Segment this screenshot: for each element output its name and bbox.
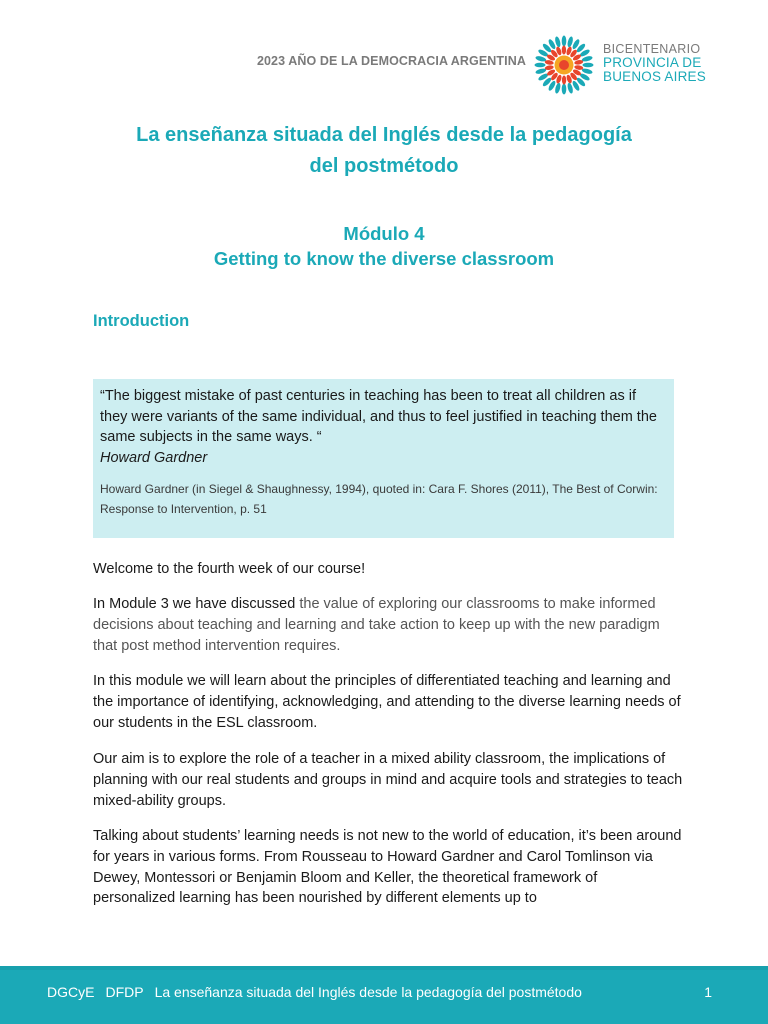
quote-box xyxy=(93,379,674,538)
logo-buenos-aires: BUENOS AIRES xyxy=(603,69,706,84)
page-header xyxy=(0,34,768,96)
sun-petal-inner xyxy=(562,45,566,54)
title-line-1: La enseñanza situada del Inglés desde la pedagogía xyxy=(136,124,632,146)
paragraph-aim: Our aim is to explore the role of a teacher in a mixed ability classroom, the implications of planning with our real students and groups in mind and acquire tools and strategies to teach mixed-ability groups. xyxy=(93,751,683,809)
year-banner: 2023 AÑO DE LA DEMOCRACIA ARGENTINA xyxy=(256,54,526,68)
module-number: Módulo 4 xyxy=(343,223,425,244)
sun-emblem-icon xyxy=(533,34,595,96)
page-footer xyxy=(0,966,768,1024)
title-line-2: del postmétodo xyxy=(309,155,459,177)
paragraph-this-module: In this module we will learn about the principles of differentiated teaching and learning and the importance of identifying, acknowledging, and attending to the diverse learning needs of our students in the ESL classroom. xyxy=(93,673,681,731)
footer-course-info xyxy=(47,984,582,1000)
sun-petal-outer xyxy=(583,63,594,68)
logo-bicentenario: BICENTENARIO xyxy=(603,42,701,56)
page-title xyxy=(84,120,684,182)
footer-course-title: La enseñanza situada del Inglés desde la pedagogía del postmétodo xyxy=(154,984,582,1000)
paragraph-module-3 xyxy=(93,594,683,656)
sun-petal-outer xyxy=(554,36,561,48)
footer-org-dgcye: DGCyE xyxy=(47,984,95,1000)
paragraph-module-3-rest: the value of exploring our classrooms to make informed decisions about teaching and learning and take action to keep up with the new paradigm that post method intervention requires. xyxy=(93,596,660,654)
quote-source: Howard Gardner (in Siegel & Shaughnessy, 1994), quoted in: Cara F. Shores (2011), The Best of Corwin: Response to Intervention, p. 51 xyxy=(100,482,658,516)
sun-petal-outer xyxy=(567,82,574,94)
sun-petal-outer xyxy=(567,36,574,48)
section-heading-introduction: Introduction xyxy=(93,312,190,330)
quote-author: Howard Gardner xyxy=(100,449,208,466)
page-number: 1 xyxy=(704,984,712,1000)
paragraph-learning-needs: Talking about students’ learning needs is not new to the world of education, it’s been around for years in various forms. From Rousseau to Howard Gardner and Carol Tomlinson via Dewey, Montessori or Benjamin Bloom and Keller, the theoretical framework of personalized learning has been nourished by different elements up to xyxy=(93,828,682,907)
sun-petal-inner xyxy=(562,75,566,84)
sun-petal-outer xyxy=(554,82,561,94)
province-logo-text xyxy=(603,42,706,84)
sun-petal-outer xyxy=(562,84,567,95)
paragraph-module-3-lead: In Module 3 we have discussed xyxy=(93,596,296,612)
footer-org-dfdp: DFDP xyxy=(105,984,144,1000)
module-subtitle: Getting to know the diverse classroom xyxy=(213,248,555,269)
paragraph-welcome: Welcome to the fourth week of our course! xyxy=(93,561,366,577)
footer-strip xyxy=(0,966,768,970)
sun-petal-outer xyxy=(562,36,567,47)
quote-text: “The biggest mistake of past centuries in teaching has been to treat all children as if they were variants of the same individual, and thus to feel justified in teaching them the same subjects in the same ways. “ xyxy=(100,388,657,445)
logo-provincia: PROVINCIA DE xyxy=(603,55,702,70)
module-heading xyxy=(84,221,684,271)
sun-petal-outer xyxy=(535,63,546,68)
